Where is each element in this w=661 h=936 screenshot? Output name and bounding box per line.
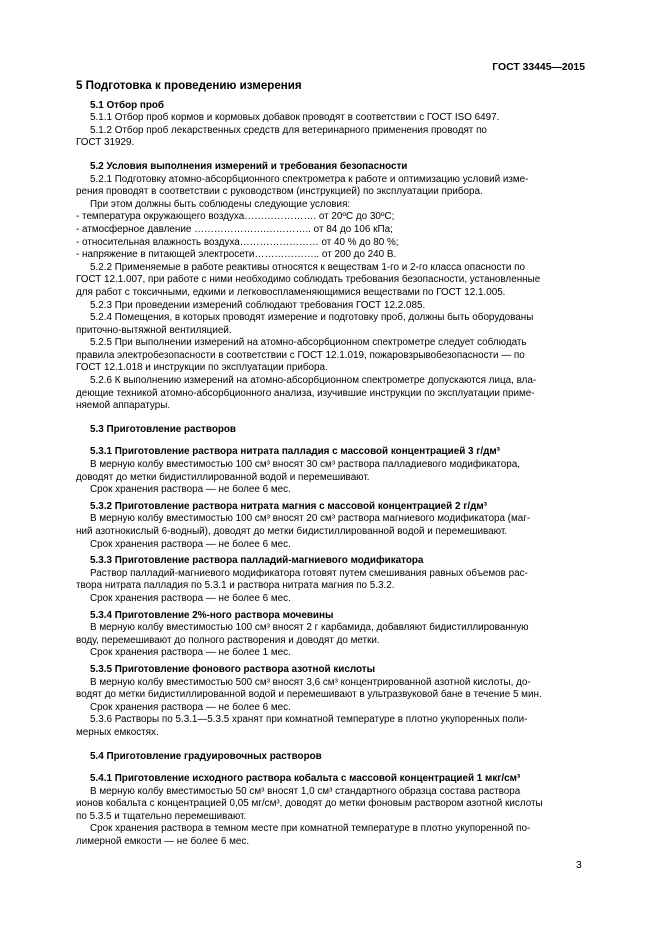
subsection-heading: 5.4.1 Приготовление исходного раствора кобальта с массовой концентрацией 1 мкг/см³ — [90, 773, 521, 785]
paragraph-line: ГОСТ 31929. — [76, 137, 135, 149]
subsection-heading: 5.3.1 Приготовление раствора нитрата палладия с массовой концентрацией 3 г/дм³ — [90, 446, 500, 458]
paragraph-line: В мерную колбу вместимостью 100 см³ вносят 2 г карбамида, добавляют бидистиллированную — [90, 622, 529, 634]
paragraph-line: В мерную колбу вместимостью 100 см³ вносят 20 см³ раствора магниевого модификатора (маг- — [90, 513, 531, 525]
paragraph-line: Срок хранения раствора — не более 6 мес. — [90, 701, 291, 713]
document-header: ГОСТ 33445—2015 — [492, 62, 585, 73]
paragraph-line: правила электробезопасности в соответствии с ГОСТ 12.1.019, пожаровзрывобезопасности — по — [76, 349, 525, 361]
paragraph-line: ний азотнокислый 6-водный), доводят до метки бидистиллированной водой и перемешивают. — [76, 526, 507, 537]
paragraph-line: 5.2.6 К выполнению измерений на атомно-абсорбционном спектрометре допускаются лица, вла- — [90, 375, 537, 387]
paragraph-line: В мерную колбу вместимостью 500 см³ вносят 3,6 см³ концентрированной азотной кислоты, до- — [90, 676, 531, 688]
paragraph-line: ГОСТ 12.1.007, при работе с ними необходимо соблюдать требования безопасности, установленные — [76, 274, 541, 286]
subsection-heading: 5.3.5 Приготовление фонового раствора азотной кислоты — [90, 663, 376, 675]
paragraph-line: В мерную колбу вместимостью 100 см³ вносят 30 см³ раствора палладиевого модификатора, — [90, 459, 520, 471]
paragraph-line: твора нитрата палладия по 5.3.1 и раствора нитрата магния по 5.3.2. — [76, 580, 395, 592]
paragraph-line: 5.2.5 При выполнении измерений на атомно-абсорбционном спектрометре следует соблюдать — [90, 337, 527, 349]
document-body — [76, 80, 581, 849]
paragraph-line: В мерную колбу вместимостью 50 см³ вносят 1,0 см³ стандартного образца состава раствора — [90, 785, 521, 797]
paragraph-line: 5.2.1 Подготовку атомно-абсорбционного спектрометра к работе и оптимизацию условий изме- — [90, 173, 529, 185]
list-item: - напряжение в питающей электросети……………….. от 200 до 240 В. — [76, 249, 397, 261]
paragraph-line: мерных емкостях. — [76, 726, 159, 738]
subsection-heading: 5.3.4 Приготовление 2%-ного раствора мочевины — [90, 609, 334, 621]
paragraph-line: 5.2.4 Помещения, в которых проводят измерение и подготовку проб, должны быть оборудованы — [90, 312, 534, 324]
paragraph-line: 5.1.2 Отбор проб лекарственных средств для ветеринарного применения проводят по — [90, 124, 487, 136]
subsection-heading: 5.3.2 Приготовление раствора нитрата магния с массовой концентрацией 2 г/дм³ — [90, 500, 487, 512]
paragraph-line: воду, перемешивают до полного растворения и доводят до метки. — [76, 634, 380, 646]
paragraph-line: При этом должны быть соблюдены следующие условия: — [90, 198, 351, 210]
subsection-heading: 5.3 Приготовление растворов — [90, 423, 236, 435]
paragraph-line: Срок хранения раствора — не более 6 мес. — [90, 484, 291, 496]
paragraph-line: деющие техникой атомно-абсорбционного анализа, изучившие инструкции по эксплуатации приме- — [76, 387, 535, 399]
paragraph-line: Срок хранения раствора — не более 6 мес. — [90, 592, 291, 604]
subsection-heading: 5.2 Условия выполнения измерений и требования безопасности — [90, 160, 408, 172]
paragraph-line: доводят до метки бидистиллированной водой и перемешивают. — [76, 471, 370, 483]
paragraph-line: Срок хранения раствора — не более 1 мес. — [90, 647, 291, 659]
list-item: - относительная влажность воздуха…………………… от 40 % до 80 %; — [76, 236, 399, 248]
subsection-heading: 5.4 Приготовление градуировочных растворов — [90, 750, 322, 762]
paragraph-line: 5.3.6 Растворы по 5.3.1—5.3.5 хранят при комнатной температуре в плотно укупоренных поли- — [90, 714, 528, 726]
list-item: - температура окружающего воздуха…………………. от 20ºС до 30ºС; — [76, 211, 395, 223]
paragraph-line: 5.2.3 При проведении измерений соблюдают требования ГОСТ 12.2.085. — [90, 299, 426, 311]
page-number: 3 — [576, 860, 582, 871]
paragraph-line: ионов кобальта с концентрацией 0,05 мг/см³, доводят до метки фоновым раствором азотной кислоты — [76, 798, 543, 810]
paragraph-line: Срок хранения раствора в темном месте при комнатной температуре в плотно укупоренной по- — [90, 823, 531, 835]
paragraph-line: 5.2.2 Применяемые в работе реактивы относятся к веществам 1-го и 2-го класса опасности по — [90, 261, 526, 273]
paragraph-line: водят до метки бидистиллированной водой и перемешивают в ультразвуковой бане в течение 5 мин. — [76, 689, 542, 701]
subsection-heading: 5.3.3 Приготовление раствора палладий-магниевого модификатора — [90, 555, 424, 567]
paragraph-line: 5.1.1 Отбор проб кормов и кормовых добавок проводят в соответствии с ГОСТ ISO 6497. — [90, 112, 500, 124]
list-item: - атмосферное давление ………………….………….. от 84 до 106 кПа; — [76, 223, 393, 235]
paragraph-line: рения проводят в соответствии с руководством (инструкцией) по эксплуатации прибора. — [76, 186, 483, 198]
subsection-heading: 5.1 Отбор проб — [90, 99, 165, 111]
paragraph-line: лимерной емкости — не более 6 мес. — [76, 836, 250, 848]
paragraph-line: по 5.3.5 и тщательно перемешивают. — [76, 810, 247, 822]
paragraph-line: приточно-вытяжной вентиляцией. — [76, 324, 232, 336]
paragraph-line: ГОСТ 12.1.018 и инструкции по эксплуатации прибора. — [76, 362, 328, 374]
paragraph-line: Раствор палладий-магниевого модификатора готовят путем смешивания равных объемов рас- — [90, 567, 528, 579]
paragraph-line: няемой аппаратуры. — [76, 400, 171, 412]
paragraph-line: для работ с токсичными, едкими и легковоспламеняющимися веществами по ГОСТ 12.1.005. — [76, 286, 506, 298]
paragraph-line: Срок хранения раствора — не более 6 мес. — [90, 538, 291, 550]
section-heading: 5 Подготовка к проведению измерения — [76, 79, 302, 92]
